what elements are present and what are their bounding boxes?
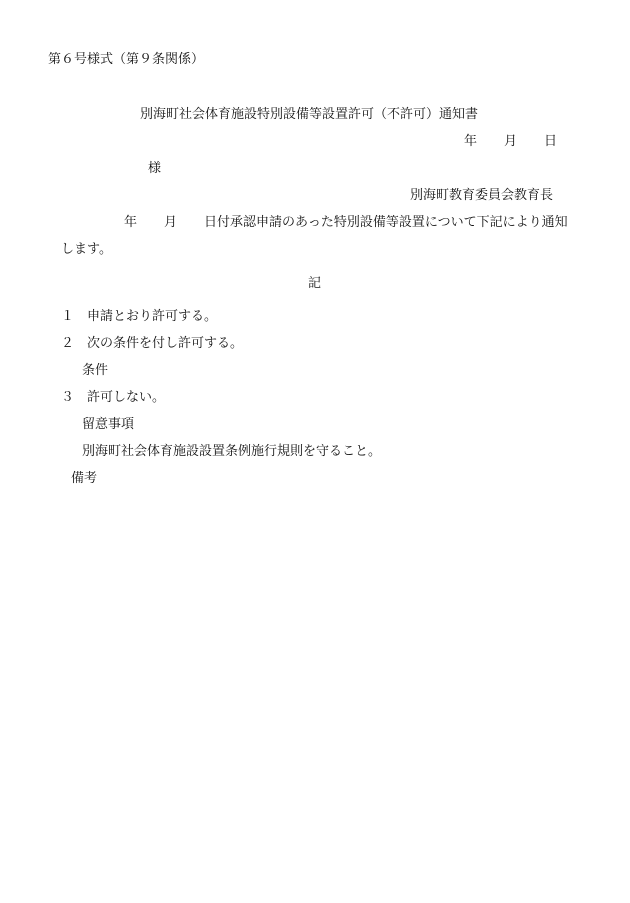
addressee-suffix: 様 <box>148 161 162 176</box>
item-number: １ <box>61 309 75 324</box>
document-title: 別海町社会体育施設特別設備等設置許可（不許可）通知書 <box>140 107 479 122</box>
date-month-label: 月 <box>504 134 518 149</box>
list-item <box>61 390 165 406</box>
body-text-1: 日付承認申請のあった特別設備等設置について下記により通知 <box>204 215 568 230</box>
body-line-2: します。 <box>61 242 112 257</box>
list-item <box>61 309 217 325</box>
sender-name: 別海町教育委員会教育長 <box>410 188 554 203</box>
item-number: ３ <box>61 390 75 405</box>
date-day-label: 日 <box>544 134 558 149</box>
form-number: 第６号様式（第９条関係） <box>48 52 205 67</box>
remarks-label: 備考 <box>71 471 98 486</box>
body-month-label: 月 <box>164 215 178 230</box>
condition-label: 条件 <box>82 363 109 378</box>
date-year-label: 年 <box>464 134 478 149</box>
notes-heading: 留意事項 <box>82 417 135 432</box>
item-text: 次の条件を付し許可する。 <box>87 336 244 351</box>
date-line <box>464 134 557 150</box>
item-text: 申請とおり許可する。 <box>87 309 218 324</box>
body-line-1 <box>124 215 568 231</box>
body-year-label: 年 <box>124 215 138 230</box>
item-number: ２ <box>61 336 75 351</box>
item-text: 許可しない。 <box>87 390 166 405</box>
notes-body: 別海町社会体育施設設置条例施行規則を守ること。 <box>82 444 382 459</box>
list-item <box>61 336 243 352</box>
ki-heading: 記 <box>308 276 322 291</box>
